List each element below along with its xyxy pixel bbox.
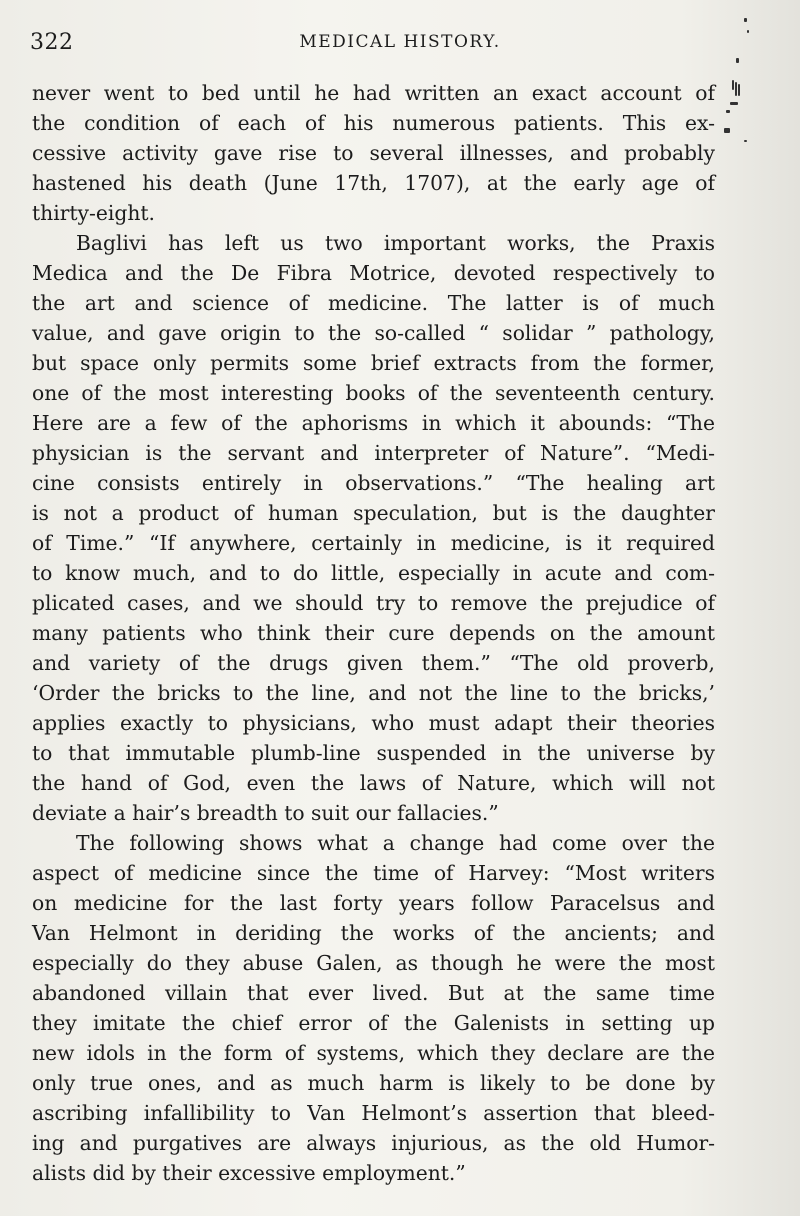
text-line: many patients who think their cure depends on the amount: [32, 621, 715, 645]
text-line: aspect of medicine since the time of Harvey: “Most writers: [32, 861, 715, 885]
text-line: is not a product of human speculation, but is the daughter: [32, 501, 715, 525]
text-line: hastened his death (June 17th, 1707), at the early age of: [32, 171, 715, 195]
text-line: ‘Order the bricks to the line, and not the line to the bricks,’: [32, 681, 715, 705]
text-line: cine consists entirely in observations.” “The healing art: [32, 471, 715, 495]
text-line: especially do they abuse Galen, as though he were the most: [32, 951, 715, 975]
text-line: Van Helmont in deriding the works of the ancients; and: [32, 921, 715, 945]
text-line: Medica and the De Fibra Motrice, devoted respectively to: [32, 261, 715, 285]
text-line: deviate a hair’s breadth to suit our fallacies.”: [32, 801, 499, 825]
text-line: thirty-eight.: [32, 201, 155, 225]
text-line: abandoned villain that ever lived. But at the same time: [32, 981, 715, 1005]
margin-ink-marks: [722, 10, 782, 150]
text-line: to that immutable plumb-line suspended in the universe by: [32, 741, 715, 765]
text-line: plicated cases, and we should try to remove the prejudice of: [32, 591, 715, 615]
text-line: only true ones, and as much harm is likely to be done by: [32, 1071, 715, 1095]
text-line: physician is the servant and interpreter of Nature”. “Medi-: [32, 441, 715, 465]
text-line: they imitate the chief error of the Galenists in setting up: [32, 1011, 715, 1035]
body-text: [32, 78, 715, 1188]
text-line: the condition of each of his numerous patients. This ex-: [32, 111, 715, 135]
text-line: on medicine for the last forty years follow Paracelsus and: [32, 891, 715, 915]
text-line: never went to bed until he had written an exact account of: [32, 81, 715, 105]
text-line: the art and science of medicine. The latter is of much: [32, 291, 715, 315]
text-line: one of the most interesting books of the seventeenth century.: [32, 381, 715, 405]
text-line: cessive activity gave rise to several illnesses, and probably: [32, 141, 715, 165]
text-line: the hand of God, even the laws of Nature, which will not: [32, 771, 715, 795]
running-head: MEDICAL HISTORY.: [299, 32, 501, 52]
text-line: Baglivi has left us two important works, the Praxis: [76, 231, 715, 255]
text-line: new idols in the form of systems, which they declare are the: [32, 1041, 715, 1065]
text-line: alists did by their excessive employment.”: [32, 1161, 466, 1185]
text-line: and variety of the drugs given them.” “The old proverb,: [32, 651, 715, 675]
text-line: but space only permits some brief extracts from the former,: [32, 351, 715, 375]
text-line: value, and gave origin to the so-called “ solidar ” pathology,: [32, 321, 715, 345]
text-line: ascribing infallibility to Van Helmont’s assertion that bleed-: [32, 1101, 715, 1125]
text-line: applies exactly to physicians, who must adapt their theories: [32, 711, 715, 735]
text-line: ing and purgatives are always injurious, as the old Humor-: [32, 1131, 715, 1155]
text-line: of Time.” “If anywhere, certainly in medicine, is it required: [32, 531, 715, 555]
text-line: The following shows what a change had come over the: [76, 831, 715, 855]
text-line: to know much, and to do little, especially in acute and com-: [32, 561, 715, 585]
page-number: 322: [30, 30, 74, 55]
text-line: Here are a few of the aphorisms in which it abounds: “The: [32, 411, 715, 435]
page-header: [30, 30, 730, 60]
